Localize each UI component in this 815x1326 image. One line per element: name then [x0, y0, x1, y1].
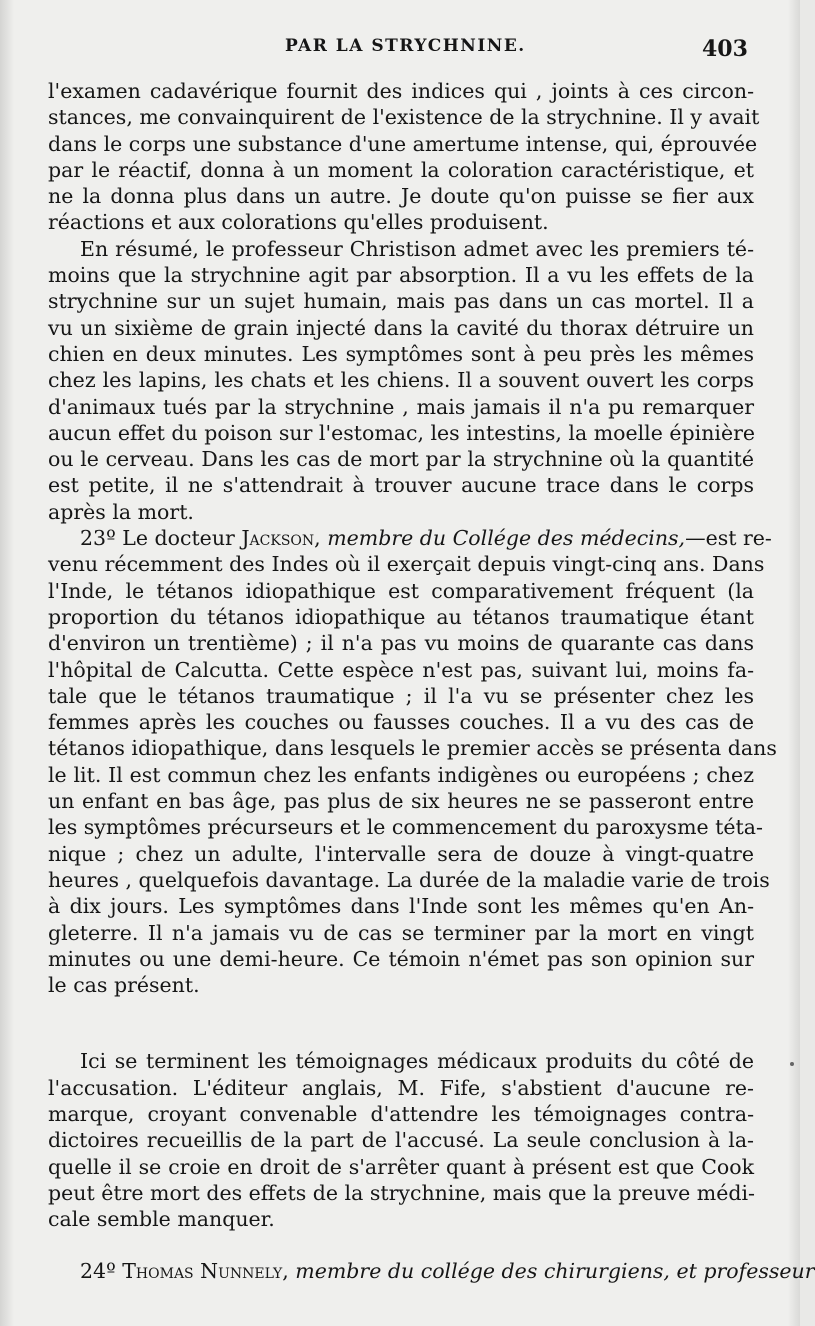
- text-line: l'examen cadavérique fournit des indices qui , joints à ces circon-: [48, 79, 754, 103]
- text-line: femmes après les couches ou fausses couches. Il a vu des cas de: [48, 710, 754, 735]
- text-line: d'environ un trentième) ; il n'a pas vu moins de quarante cas dans: [48, 631, 754, 656]
- text-line: vu un sixième de grain injecté dans la cavité du thorax détruire un: [48, 315, 754, 340]
- text-line: cale semble manquer.: [48, 1207, 275, 1232]
- text-line: ne la donna plus dans un autre. Je doute qu'on puisse se fier aux: [48, 184, 754, 209]
- text-line: nique ; chez un adulte, l'intervalle sera de douze à vingt-quatre: [48, 841, 754, 866]
- text-line: quelle il se croie en droit de s'arrêter quant à présent est que Cook: [48, 1154, 754, 1179]
- paragraph-continuation: [48, 78, 760, 236]
- witness-role: membre du Collége des médecins,: [320, 526, 686, 551]
- text-line: réactions et aux colorations qu'elles produisent.: [48, 210, 549, 235]
- paragraph-spacer: [48, 998, 754, 1048]
- text-line: aucun effet du poison sur l'estomac, les intestins, la moelle épinière: [48, 420, 756, 445]
- text-line: En résumé, le professeur Christison admet avec les premiers té-: [80, 236, 754, 261]
- text-line: ou le cerveau. Dans les cas de mort par la strychnine où la quantité: [48, 447, 754, 472]
- witness-name: Thomas Nunnely,: [122, 1259, 289, 1284]
- text-line: le cas présent.: [48, 973, 200, 998]
- text-line: le lit. Il est commun chez les enfants indigènes ou européens ; chez: [48, 762, 754, 787]
- witness-number: 23º Le docteur: [80, 526, 242, 551]
- page-edge-shadow-right: [788, 0, 800, 1326]
- text-line: [48, 1258, 815, 1284]
- text-line: l'Inde, le tétanos idiopathique est comparativement fréquent (la: [48, 578, 754, 603]
- text-line: venu récemment des Indes où il exerçait depuis vingt-cinq ans. Dans: [48, 552, 765, 577]
- text-line: peut être mort des effets de la strychnine, mais que la preuve médi-: [48, 1180, 755, 1205]
- text-line: d'animaux tués par la strychnine , mais jamais il n'a pu remarquer: [48, 394, 754, 419]
- text-line: l'accusation. L'éditeur anglais, M. Fife, s'abstient d'aucune re-: [48, 1075, 754, 1100]
- page-header: [0, 30, 800, 66]
- text-line: est petite, il ne s'attendrait à trouver aucune trace dans le corps: [48, 473, 754, 498]
- text-line: tale que le tétanos traumatique ; il l'a vu se présenter chez les: [48, 683, 754, 708]
- paragraph-spacer: [48, 1232, 754, 1258]
- text-line: proportion du tétanos idiopathique au tétanos traumatique étant: [48, 604, 754, 629]
- text-line: l'hôpital de Calcutta. Cette espèce n'est pas, suivant lui, moins fa-: [48, 657, 754, 682]
- witness-name: Jackson,: [241, 526, 321, 551]
- witness-number: 24º: [80, 1259, 123, 1284]
- paragraph-nunnely-testimony: [48, 1258, 815, 1284]
- text-line: après la mort.: [48, 499, 194, 524]
- text-line: minutes ou une demi-heure. Ce témoin n'émet pas son opinion sur: [48, 946, 754, 971]
- text-line: [48, 525, 772, 551]
- page-number: 403: [702, 36, 748, 62]
- text-line: Ici se terminent les témoignages médicaux produits du côté de: [80, 1049, 754, 1074]
- text-line: à dix jours. Les symptômes dans l'Inde sont les mêmes qu'en An-: [48, 894, 754, 919]
- text-line: dictoires recueillis de la part de l'accusé. La seule conclusion à la-: [48, 1128, 754, 1153]
- paragraph-end-of-prosecution: [48, 1048, 754, 1232]
- text-line: dans le corps une substance d'une amertume intense, qui, éprouvée: [48, 131, 758, 156]
- paragraph-christison-summary: [48, 236, 754, 525]
- body-text: [48, 78, 815, 1285]
- text-line: chien en deux minutes. Les symptômes sont à peu près les mêmes: [48, 341, 754, 366]
- witness-role: membre du collége des chirurgiens, et professeur: [288, 1259, 815, 1284]
- text-line: par le réactif, donna à un moment la coloration caractéristique, et: [48, 157, 754, 182]
- text-line: moins que la strychnine agit par absorption. Il a vu les effets de la: [48, 263, 754, 288]
- text-line: marque, croyant convenable d'attendre les témoignages contra-: [48, 1101, 754, 1126]
- text-line: chez les lapins, les chats et les chiens. Il a souvent ouvert les corps: [48, 368, 754, 393]
- running-head: PAR LA STRYCHNINE.: [285, 36, 526, 56]
- text-line: les symptômes précurseurs et le commencement du paroxysme téta-: [48, 815, 763, 840]
- text-line: heures , quelquefois davantage. La durée de la maladie varie de trois: [48, 867, 770, 892]
- text-line: gleterre. Il n'a jamais vu de cas se terminer par la mort en vingt: [48, 920, 754, 945]
- print-speck: [790, 1062, 794, 1066]
- page-edge-shadow-left: [0, 0, 14, 1326]
- text-line: tétanos idiopathique, dans lesquels le premier accès se présenta dans: [48, 736, 777, 761]
- paragraph-jackson-testimony: [48, 525, 777, 998]
- text-line: strychnine sur un sujet humain, mais pas dans un cas mortel. Il a: [48, 289, 754, 314]
- text-line: un enfant en bas âge, pas plus de six heures ne se passeront entre: [48, 789, 754, 814]
- text-run: —est re-: [685, 526, 772, 551]
- text-line: stances, me convainquirent de l'existence de la strychnine. Il y avait: [48, 105, 760, 130]
